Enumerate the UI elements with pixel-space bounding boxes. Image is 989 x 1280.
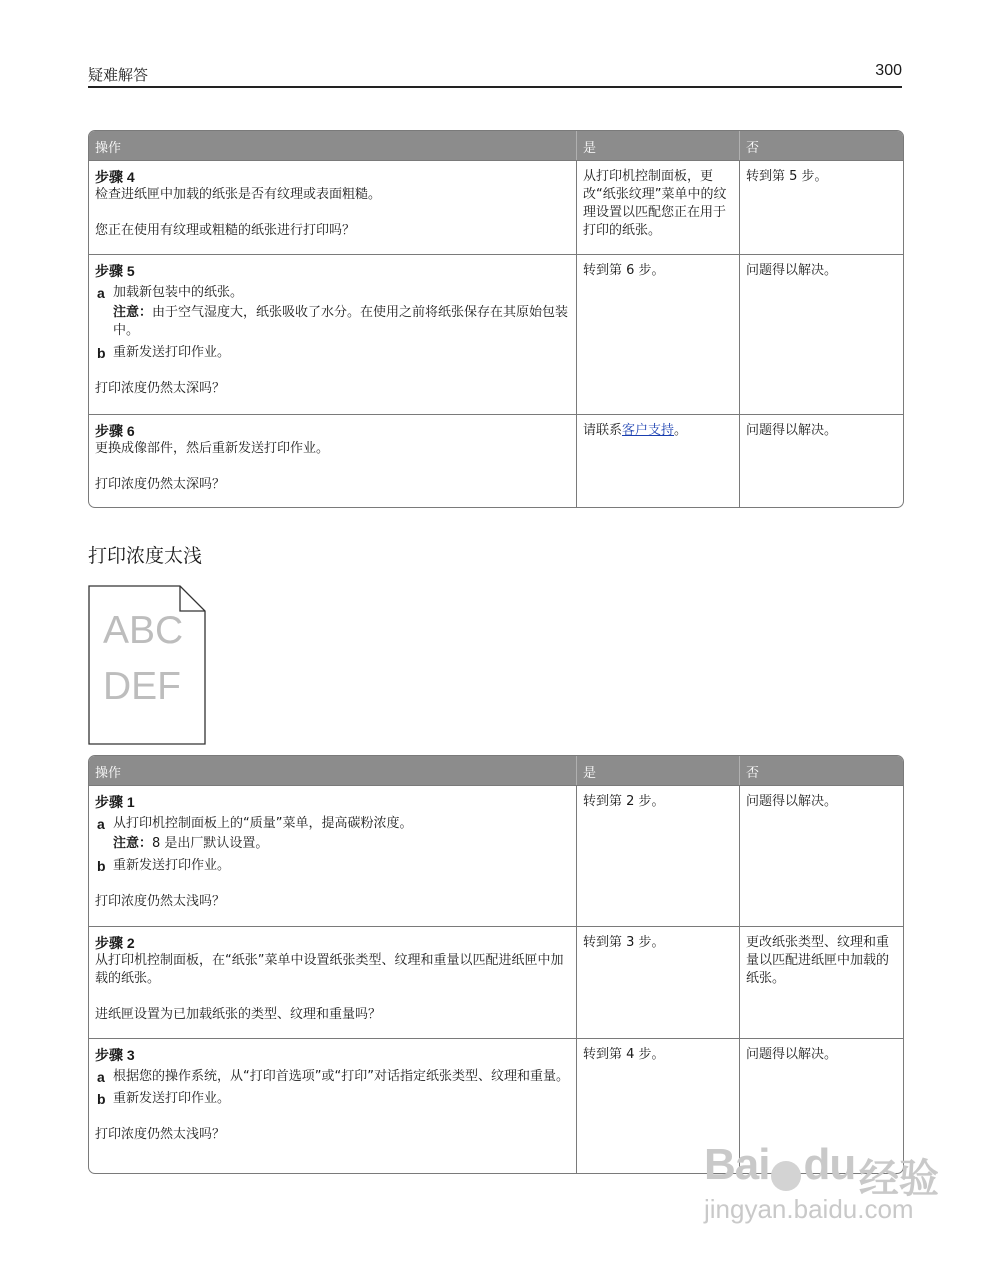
troubleshooting-table-dark xyxy=(88,130,904,508)
step-question: 打印浓度仍然太浅吗？ xyxy=(95,894,226,909)
no-cell: 问题得以解决。 xyxy=(739,254,903,414)
step-title: 步骤 1 xyxy=(95,794,135,810)
step-question: 打印浓度仍然太深吗？ xyxy=(95,381,226,396)
step-title: 步骤 4 xyxy=(95,169,135,185)
table-row xyxy=(89,254,903,414)
watermark-brand-2: du xyxy=(803,1140,856,1189)
no-cell: 更改纸张类型、纹理和重量以匹配进纸匣中加载的纸张。 xyxy=(739,926,903,1038)
column-header-action: 操作 xyxy=(89,131,576,160)
no-cell: 问题得以解决。 xyxy=(739,414,903,507)
table-header-row xyxy=(89,131,903,160)
substep-a: a 从打印机控制面板上的“质量”菜单，提高碳粉浓度。 xyxy=(97,816,413,832)
step-title: 步骤 3 xyxy=(95,1047,135,1063)
substep-b: b 重新发送打印作业。 xyxy=(97,1091,231,1107)
substep-a: a 加载新包装中的纸张。 xyxy=(97,285,244,301)
step-text: 检查进纸匣中加载的纸张是否有纹理或表面粗糙。 xyxy=(95,187,382,202)
step-question: 打印浓度仍然太浅吗？ xyxy=(95,1127,226,1142)
table-row xyxy=(89,926,903,1038)
step-question: 进纸匣设置为已加载纸张的类型、纹理和重量吗？ xyxy=(95,1007,382,1022)
yes-cell: 请联系客户支持。 xyxy=(576,414,739,507)
column-header-yes: 是 xyxy=(576,131,739,160)
column-header-no: 否 xyxy=(739,131,903,160)
watermark-cn: 经验 xyxy=(858,1157,939,1202)
baidu-jingyan-watermark xyxy=(704,1140,939,1224)
action-cell xyxy=(89,160,576,254)
section-title: 打印浓度太浅 xyxy=(88,545,203,567)
step-title: 步骤 5 xyxy=(95,263,135,279)
substep-b: b 重新发送打印作业。 xyxy=(97,345,231,361)
column-header-action: 操作 xyxy=(89,756,576,785)
figure-text-line2: DEF xyxy=(103,665,181,708)
no-cell: 转到第 5 步。 xyxy=(739,160,903,254)
column-header-no: 否 xyxy=(739,756,903,785)
step-question: 您正在使用有纹理或粗糙的纸张进行打印吗？ xyxy=(95,223,356,238)
substep-a: a 根据您的操作系统，从“打印首选项”或“打印”对话指定纸张类型、纹理和重量。 xyxy=(97,1069,569,1085)
action-cell xyxy=(89,926,576,1038)
troubleshooting-table-light xyxy=(88,755,904,1174)
section-name: 疑难解答 xyxy=(88,66,149,84)
yes-cell: 转到第 6 步。 xyxy=(576,254,739,414)
yes-cell: 转到第 4 步。 xyxy=(576,1038,739,1173)
figure-text-line1: ABC xyxy=(103,609,184,652)
table-row xyxy=(89,785,903,926)
no-cell: 问题得以解决。 xyxy=(739,1038,903,1173)
table-header-row xyxy=(89,756,903,785)
page-header xyxy=(88,60,902,88)
page-number: 300 xyxy=(875,62,902,79)
substep-b: b 重新发送打印作业。 xyxy=(97,858,231,874)
action-cell xyxy=(89,254,576,414)
step-text: 更换成像部件，然后重新发送打印作业。 xyxy=(95,441,330,456)
step-title: 步骤 2 xyxy=(95,935,135,951)
action-cell xyxy=(89,1038,576,1173)
action-cell xyxy=(89,785,576,926)
watermark-brand: Bai xyxy=(704,1140,770,1189)
step-text: 从打印机控制面板，在“纸张”菜单中设置纸张类型、纹理和重量以匹配进纸匣中加载的纸张。 xyxy=(95,953,564,986)
table-row xyxy=(89,414,903,507)
note: 注意：由于空气湿度大，纸张吸收了水分。在使用之前将纸张保存在其原始包装中。 xyxy=(113,305,569,338)
table-row xyxy=(89,160,903,254)
action-cell xyxy=(89,414,576,507)
note: 注意：8 是出厂默认设置。 xyxy=(113,836,269,851)
step-title: 步骤 6 xyxy=(95,423,135,439)
no-cell: 问题得以解决。 xyxy=(739,785,903,926)
step-question: 打印浓度仍然太深吗？ xyxy=(95,477,226,492)
watermark-url: jingyan.baidu.com xyxy=(704,1194,914,1224)
customer-support-link[interactable]: 客户支持 xyxy=(622,423,675,438)
column-header-yes: 是 xyxy=(576,756,739,785)
yes-cell: 转到第 2 步。 xyxy=(576,785,739,926)
yes-cell: 转到第 3 步。 xyxy=(576,926,739,1038)
paw-icon xyxy=(771,1161,801,1191)
yes-cell: 从打印机控制面板，更改“纸张纹理”菜单中的纹理设置以匹配您正在用于打印的纸张。 xyxy=(576,160,739,254)
